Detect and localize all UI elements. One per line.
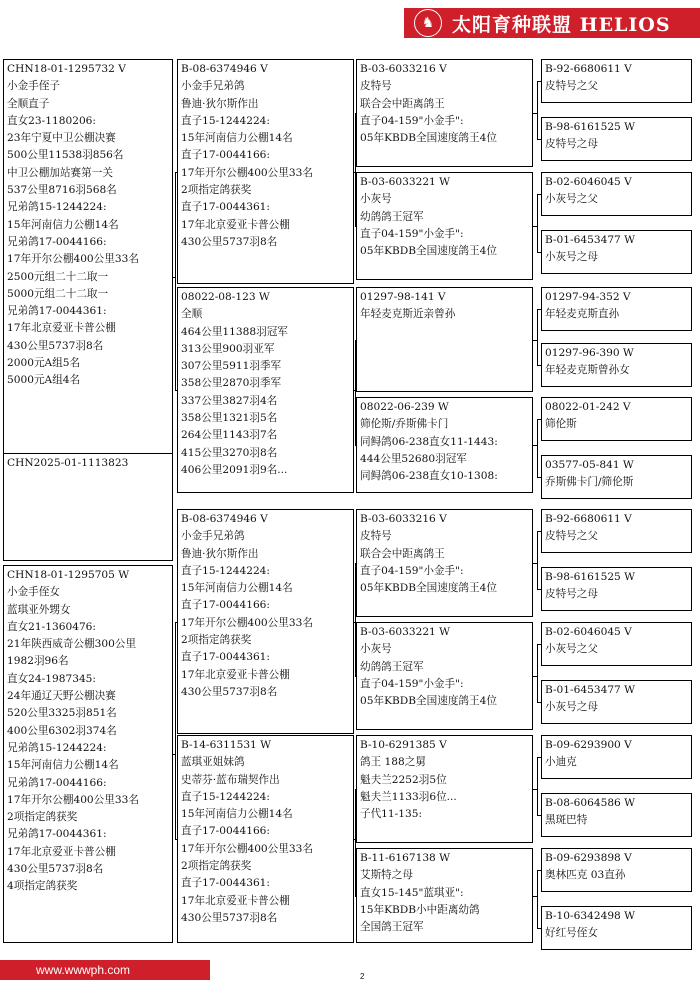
ring-number: 08022-01-242 V [545, 401, 631, 413]
pigeon-info-line: 537公里8716羽568名 [7, 184, 117, 197]
connector-line [175, 172, 176, 392]
pigeon-info-line: 幼鸽鸽王冠军 [360, 660, 424, 673]
pedigree-box-g4-11 [541, 622, 692, 666]
ring-number: CHN18-01-1295732 V [7, 63, 126, 75]
pigeon-info-line: 15年河南信力公棚14名 [181, 582, 293, 595]
connector-line [537, 870, 538, 929]
pigeon-info-line: 直子15-1244224: [181, 564, 270, 577]
pigeon-info-line: 17年北京爱亚卡普公棚 [181, 218, 290, 231]
connector-line [537, 928, 541, 929]
pedigree-box-g4-3 [541, 172, 692, 216]
ring-number: B-01-6453477 W [545, 684, 636, 696]
pigeon-info-line: 358公里2870羽季军 [181, 377, 282, 390]
pigeon-info-line: 年轻麦克斯曾孙女 [545, 364, 630, 377]
connector-line [355, 789, 356, 897]
pedigree-box-ds [177, 509, 354, 734]
pigeon-info-line: 皮特号 [360, 530, 392, 543]
pigeon-info-line: 小灰号 [360, 193, 392, 206]
pigeon-info-line: 264公里1143羽7名 [181, 429, 278, 442]
pigeon-info-line: 24年通辽天野公棚决赛 [7, 690, 116, 703]
pigeon-info-line: 鲁迪·狄尔斯作出 [181, 97, 259, 110]
ring-number: B-92-6680611 V [545, 513, 632, 525]
pigeon-info-line: 直子04-159"小金手": [360, 677, 464, 690]
pigeon-info-line: 联合会中距离鸽王 [360, 547, 445, 560]
pigeon-info-line: 464公里11388羽冠军 [181, 325, 288, 338]
pigeon-info-line: 17年北京爱亚卡普公棚 [181, 894, 290, 907]
connector-line [537, 531, 538, 590]
pedigree-box-g4-10 [541, 567, 692, 611]
connector-line [537, 644, 538, 703]
pigeon-info-line: 307公里5911羽季军 [181, 360, 282, 373]
pigeon-info-line: 直子04-159"小金手": [360, 227, 464, 240]
pigeon-info-line: 直子17-0044166: [181, 825, 270, 838]
pedigree-box-g4-1 [541, 59, 692, 103]
ring-number: 01297-98-141 V [360, 291, 446, 303]
connector-line [537, 531, 541, 532]
connector-line [537, 365, 541, 366]
connector-line [537, 252, 541, 253]
pigeon-info-line: 全国鸽王冠军 [360, 921, 424, 934]
connector-line [355, 896, 356, 897]
pigeon-info-line: 皮特号之父 [545, 80, 598, 93]
ring-number: CHN2025-01-1113823 [7, 457, 129, 469]
ring-number: 08022-06-239 W [360, 401, 449, 413]
connector-line [175, 622, 177, 623]
connector-line [537, 870, 541, 871]
pedigree-box-sss [356, 59, 533, 167]
ring-number: B-10-6342498 W [545, 910, 636, 922]
pigeon-info-line: 全顺直子 [7, 97, 50, 110]
pigeon-info-line: 小金手兄弟鸽 [181, 80, 245, 93]
pigeon-info-line: 05年KBDB全国速度鸽王4位 [360, 245, 497, 258]
connector-line [537, 81, 538, 140]
pigeon-info-line: 17年开尔公棚400公里33名 [7, 253, 139, 266]
connector-line [537, 815, 541, 816]
pigeon-info-line: 1982羽96名 [7, 655, 69, 668]
pedigree-box-g4-14 [541, 793, 692, 837]
pigeon-info-line: 兄弟鸽17-0044361: [7, 828, 107, 841]
connector-line [537, 194, 541, 195]
pigeon-info-line: 皮特号之父 [545, 530, 598, 543]
pigeon-info-line: 直子04-159"小金手": [360, 564, 464, 577]
pigeon-info-line: 同鲟鸽06-238直女11-1443: [360, 435, 498, 448]
connector-line [537, 309, 541, 310]
pedigree-box-g4-5 [541, 287, 692, 331]
pigeon-info-line: 2000元A组5名 [7, 357, 81, 370]
connector-line [537, 309, 538, 366]
pigeon-info-line: 皮特号 [360, 80, 392, 93]
pigeon-info-line: 17年开尔公棚400公里33名 [181, 616, 313, 629]
pigeon-info-line: 2500元组二十二取一 [7, 270, 109, 283]
pedigree-box-g4-2 [541, 117, 692, 161]
connector-line [355, 340, 356, 341]
ring-number: B-11-6167138 W [360, 852, 451, 864]
pigeon-info-line: 15年KBDB小中距离幼鸽 [360, 903, 480, 916]
ring-number: B-01-6453477 W [545, 234, 636, 246]
connector-line [537, 419, 541, 420]
pigeon-info-line: 430公里5737羽8名 [181, 911, 278, 924]
pigeon-info-line: 皮特号之母 [545, 138, 598, 151]
pigeon-info-line: 小灰号 [360, 643, 392, 656]
pigeon-info-line: 05年KBDB全国速度鸽王4位 [360, 132, 497, 145]
pigeon-info-line: 小灰号之父 [545, 193, 598, 206]
ring-number: B-08-6374946 V [181, 513, 268, 525]
pigeon-info-line: 直女15-145"蓝琪亚": [360, 886, 464, 899]
pigeon-info-line: 小金手兄弟鸽 [181, 530, 245, 543]
connector-line [537, 194, 538, 253]
connector-line [355, 113, 356, 227]
pigeon-info-line: 4项指定鸽获奖 [7, 880, 78, 893]
pigeon-info-line: 小灰号之母 [545, 701, 598, 714]
pigeon-info-line: 小灰号之父 [545, 643, 598, 656]
pigeon-info-line: 蓝琪亚外甥女 [7, 603, 71, 616]
pedigree-box-g4-6 [541, 343, 692, 387]
ring-number: B-92-6680611 V [545, 63, 632, 75]
pigeon-info-line: 17年北京爱亚卡普公棚 [7, 845, 116, 858]
connector-line [355, 226, 356, 227]
ring-number: 03577-05-841 W [545, 459, 634, 471]
connector-line [175, 390, 177, 391]
ring-number: 01297-94-352 V [545, 291, 631, 303]
pedigree-box-subject [3, 453, 173, 561]
ring-number: CHN18-01-1295705 W [7, 569, 130, 581]
connector-line [537, 477, 541, 478]
connector-line [355, 563, 356, 677]
ring-number: B-08-6374946 V [181, 63, 268, 75]
rooster-icon: ♞ [414, 9, 442, 37]
connector-line [537, 589, 541, 590]
pedigree-box-sdd [356, 397, 533, 493]
pigeon-info-line: 23年宁夏中卫公棚决赛 [7, 132, 116, 145]
pigeon-info-line: 黑斑巴特 [545, 814, 588, 827]
pigeon-info-line: 17年开尔公棚400公里33名 [7, 793, 139, 806]
pigeon-info-line: 筛伦斯 [545, 418, 577, 431]
pigeon-info-line: 魁夫兰2252羽5位 [360, 773, 447, 786]
pigeon-info-line: 兄弟鸽17-0044361: [7, 305, 107, 318]
ring-number: 08022-08-123 W [181, 291, 270, 303]
pigeon-info-line: 兄弟鸽17-0044166: [7, 776, 107, 789]
pigeon-info-line: 337公里3827羽4名 [181, 394, 278, 407]
pigeon-info-line: 430公里5737羽8名 [181, 235, 278, 248]
pedigree-box-dsd [356, 622, 533, 730]
pedigree-box-dam [3, 565, 173, 943]
connector-line [175, 622, 176, 841]
pedigree-box-sds [356, 287, 533, 392]
pigeon-info-line: 小金手侄子 [7, 80, 60, 93]
ring-number: B-09-6293900 V [545, 739, 632, 751]
pigeon-info-line: 直子17-0044361: [181, 877, 270, 890]
pedigree-box-g4-4 [541, 230, 692, 274]
pigeon-info-line: 直女24-1987345: [7, 672, 96, 685]
pigeon-info-line: 430公里5737羽8名 [7, 339, 104, 352]
pigeon-info-line: 15年河南信力公棚14名 [7, 218, 119, 231]
pedigree-box-g4-16 [541, 906, 692, 950]
pigeon-info-line: 17年开尔公棚400公里33名 [181, 166, 313, 179]
pigeon-info-line: 5000元A组4名 [7, 374, 81, 387]
pedigree-box-ssd [356, 172, 533, 280]
pigeon-info-line: 15年河南信力公棚14名 [181, 132, 293, 145]
pigeon-info-line: 兄弟鸽15-1244224: [7, 201, 107, 214]
pedigree-box-dds [356, 735, 533, 843]
pigeon-info-line: 2项指定鸽获奖 [181, 860, 252, 873]
pigeon-info-line: 小迪克 [545, 756, 577, 769]
ring-number: B-03-6033216 V [360, 513, 447, 525]
ring-number: B-14-6311531 W [181, 739, 272, 751]
pigeon-info-line: 全顺 [181, 308, 203, 321]
pigeon-info-line: 直子17-0044166: [181, 599, 270, 612]
pigeon-info-line: 兄弟鸽17-0044166: [7, 235, 107, 248]
pedigree-box-g4-9 [541, 509, 692, 553]
ring-number: B-09-6293898 V [545, 852, 632, 864]
pigeon-info-line: 400公里6302羽374名 [7, 724, 117, 737]
connector-line [537, 139, 541, 140]
pigeon-info-line: 21年陕西威奇公棚300公里 [7, 638, 137, 651]
pigeon-info-line: 415公里3270羽8名 [181, 446, 278, 459]
pigeon-info-line: 430公里5737羽8名 [181, 685, 278, 698]
pigeon-info-line: 好红号侄女 [545, 927, 598, 940]
ring-number: B-98-6161525 W [545, 571, 636, 583]
ring-number: B-08-6064586 W [545, 797, 636, 809]
pigeon-info-line: 魁夫兰1133羽6位... [360, 790, 457, 803]
pigeon-info-line: 小金手侄女 [7, 586, 60, 599]
ring-number: 01297-96-390 W [545, 347, 634, 359]
pigeon-info-line: 中卫公棚加站赛第一关 [7, 166, 113, 179]
pigeon-info-line: 313公里900羽亚军 [181, 342, 275, 355]
pigeon-info-line: 直子15-1244224: [181, 790, 270, 803]
pedigree-box-dd [177, 735, 354, 943]
connector-line [355, 340, 356, 447]
pigeon-info-line: 直女21-1360476: [7, 620, 96, 633]
page-number: 2 [360, 972, 365, 981]
connector-line [537, 81, 541, 82]
pedigree-box-g4-13 [541, 735, 692, 779]
pigeon-info-line: 直女23-1180206: [7, 114, 96, 127]
pigeon-info-line: 艾斯特之母 [360, 869, 413, 882]
pigeon-info-line: 乔斯佛卡门/筛伦斯 [545, 476, 634, 489]
pigeon-info-line: 奥林匹克 03直孙 [545, 869, 626, 882]
pigeon-info-line: 直子15-1244224: [181, 114, 270, 127]
pigeon-info-line: 17年北京爱亚卡普公棚 [181, 668, 290, 681]
connector-line [537, 757, 538, 816]
connector-line [355, 445, 356, 446]
connector-line [537, 702, 541, 703]
ring-number: B-03-6033216 V [360, 63, 447, 75]
connector-line [355, 563, 356, 564]
pedigree-box-ss [177, 59, 354, 284]
pedigree-box-sd [177, 287, 354, 493]
connector-line [537, 419, 538, 478]
ring-number: B-02-6046045 V [545, 626, 632, 638]
brand-header [404, 8, 700, 38]
pigeon-info-line: 同鲟鸽06-238直女10-1308: [360, 470, 498, 483]
pedigree-box-g4-15 [541, 848, 692, 892]
pigeon-info-line: 直子04-159"小金手": [360, 114, 464, 127]
connector-line [355, 789, 356, 790]
pigeon-info-line: 皮特号之母 [545, 588, 598, 601]
pigeon-info-line: 05年KBDB全国速度鸽王4位 [360, 582, 497, 595]
pigeon-info-line: 年轻麦克斯近亲曾孙 [360, 308, 456, 321]
pigeon-info-line: 2项指定鸽获奖 [181, 634, 252, 647]
pigeon-info-line: 05年KBDB全国速度鸽王4位 [360, 695, 497, 708]
pigeon-info-line: 年轻麦克斯直孙 [545, 308, 620, 321]
connector-line [355, 113, 356, 114]
pigeon-info-line: 520公里3325羽851名 [7, 707, 117, 720]
pedigree-box-sire [3, 59, 173, 494]
connector-line [355, 676, 356, 677]
pigeon-info-line: 幼鸽鸽王冠军 [360, 210, 424, 223]
pigeon-info-line: 2项指定鸽获奖 [7, 811, 78, 824]
pedigree-box-g4-7 [541, 397, 692, 441]
pigeon-info-line: 406公里2091羽9名... [181, 463, 288, 476]
pigeon-info-line: 鲁迪·狄尔斯作出 [181, 547, 259, 560]
pigeon-info-line: 17年北京爱亚卡普公棚 [7, 322, 116, 335]
pigeon-info-line: 蓝琪亚姐妹鸽 [181, 756, 245, 769]
ring-number: B-03-6033221 W [360, 626, 451, 638]
pigeon-info-line: 史蒂芬·蓝布瑞契作出 [181, 773, 280, 786]
ring-number: B-03-6033221 W [360, 176, 451, 188]
brand-title: 太阳育种联盟 HELIOS [452, 13, 671, 36]
pigeon-info-line: 17年开尔公棚400公里33名 [181, 842, 313, 855]
pigeon-info-line: 子代11-135: [360, 808, 423, 821]
website-footer: www.wwwph.com [0, 960, 210, 980]
pigeon-info-line: 鸽王 188之舅 [360, 756, 426, 769]
pigeon-info-line: 15年河南信力公棚14名 [7, 759, 119, 772]
connector-line [175, 839, 177, 840]
connector-line [537, 757, 541, 758]
pedigree-box-ddd [356, 848, 533, 943]
pigeon-info-line: 直子17-0044361: [181, 651, 270, 664]
ring-number: B-98-6161525 W [545, 121, 636, 133]
ring-number: B-10-6291385 V [360, 739, 447, 751]
pigeon-info-line: 5000元组二十二取一 [7, 287, 109, 300]
pigeon-info-line: 358公里1321羽5名 [181, 412, 278, 425]
pedigree-box-dss [356, 509, 533, 617]
pigeon-info-line: 444公里52680羽冠军 [360, 452, 467, 465]
pigeon-info-line: 430公里5737羽8名 [7, 863, 104, 876]
pigeon-info-line: 筛伦斯/乔斯佛卡门 [360, 418, 449, 431]
pigeon-info-line: 小灰号之母 [545, 251, 598, 264]
pigeon-info-line: 直子17-0044361: [181, 201, 270, 214]
pigeon-info-line: 联合会中距离鸽王 [360, 97, 445, 110]
ring-number: B-02-6046045 V [545, 176, 632, 188]
pigeon-info-line: 500公里11538羽856名 [7, 149, 124, 162]
connector-line [537, 644, 541, 645]
pigeon-info-line: 兄弟鸽15-1244224: [7, 741, 107, 754]
pigeon-info-line: 2项指定鸽获奖 [181, 184, 252, 197]
pigeon-info-line: 直子17-0044166: [181, 149, 270, 162]
connector-line [175, 172, 177, 173]
pedigree-box-g4-12 [541, 680, 692, 724]
pedigree-box-g4-8 [541, 455, 692, 499]
pigeon-info-line: 15年河南信力公棚14名 [181, 808, 293, 821]
